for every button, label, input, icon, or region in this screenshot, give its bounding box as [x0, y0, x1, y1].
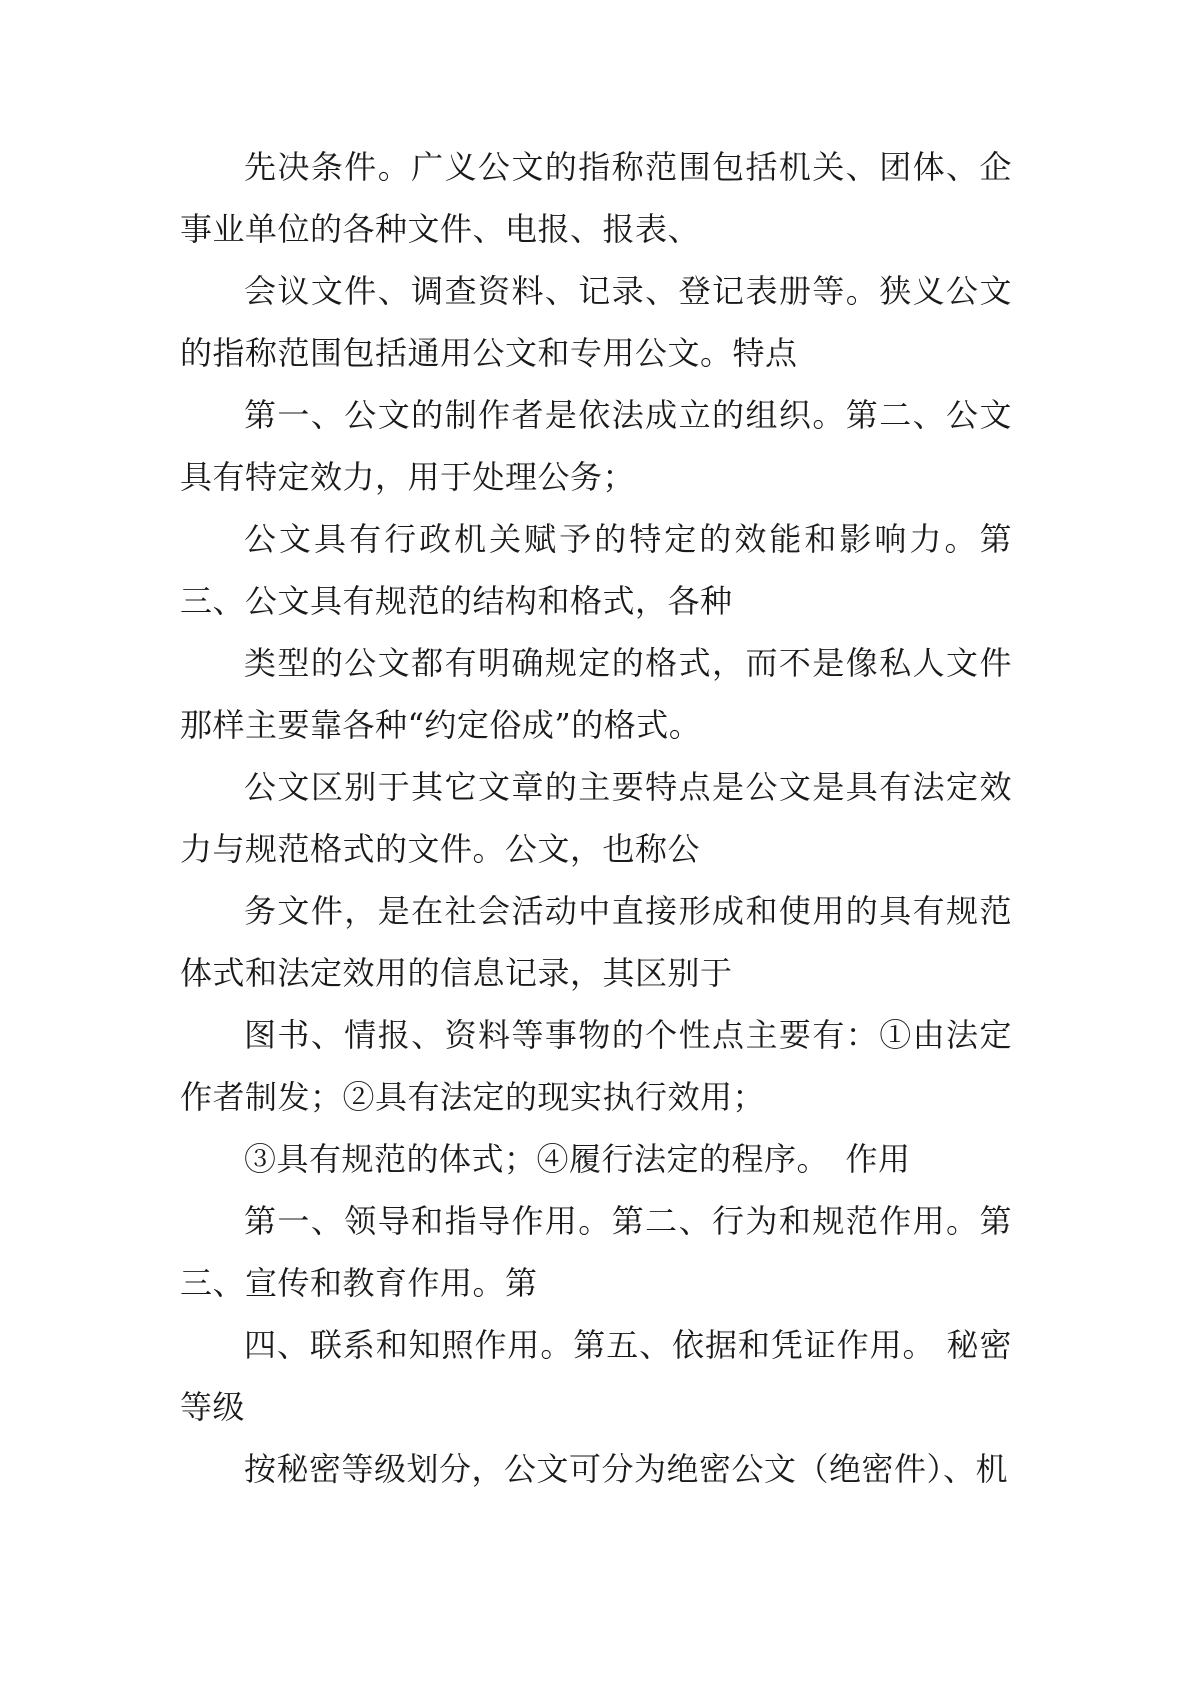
- paragraph-5: 类型的公文都有明确规定的格式，而不是像私人文件那样主要靠各种“约定俗成”的格式。: [180, 644, 1012, 744]
- paragraph-10: 第一、领导和指导作用。第二、行为和规范作用。第三、宣传和教育作用。第: [180, 1202, 1012, 1302]
- document-body: [180, 136, 1012, 1500]
- paragraph-6: 公文区别于其它文章的主要特点是公文是具有法定效力与规范格式的文件。公文，也称公: [180, 768, 1012, 868]
- paragraph-3: 第一、公文的制作者是依法成立的组织。第二、公文具有特定效力，用于处理公务；: [180, 396, 1012, 496]
- paragraph-8: 图书、情报、资料等事物的个性点主要有：①由法定作者制发；②具有法定的现实执行效用；: [180, 1016, 1012, 1116]
- paragraph-11: 四、联系和知照作用。第五、依据和凭证作用。 秘密等级: [180, 1326, 1012, 1426]
- paragraph-1: 先决条件。广义公文的指称范围包括机关、团体、企事业单位的各种文件、电报、报表、: [180, 148, 1012, 248]
- paragraph-12: 按秘密等级划分，公文可分为绝密公文（绝密件）、机: [244, 1450, 1009, 1488]
- paragraph-2: 会议文件、调查资料、记录、登记表册等。狭义公文的指称范围包括通用公文和专用公文。特点: [180, 272, 1012, 372]
- paragraph-4: 公文具有行政机关赋予的特定的效能和影响力。第三、公文具有规范的结构和格式，各种: [180, 520, 1012, 620]
- paragraph-9: ③具有规范的体式；④履行法定的程序。 作用: [244, 1140, 911, 1178]
- paragraph-7: 务文件，是在社会活动中直接形成和使用的具有规范体式和法定效用的信息记录，其区别于: [180, 892, 1012, 992]
